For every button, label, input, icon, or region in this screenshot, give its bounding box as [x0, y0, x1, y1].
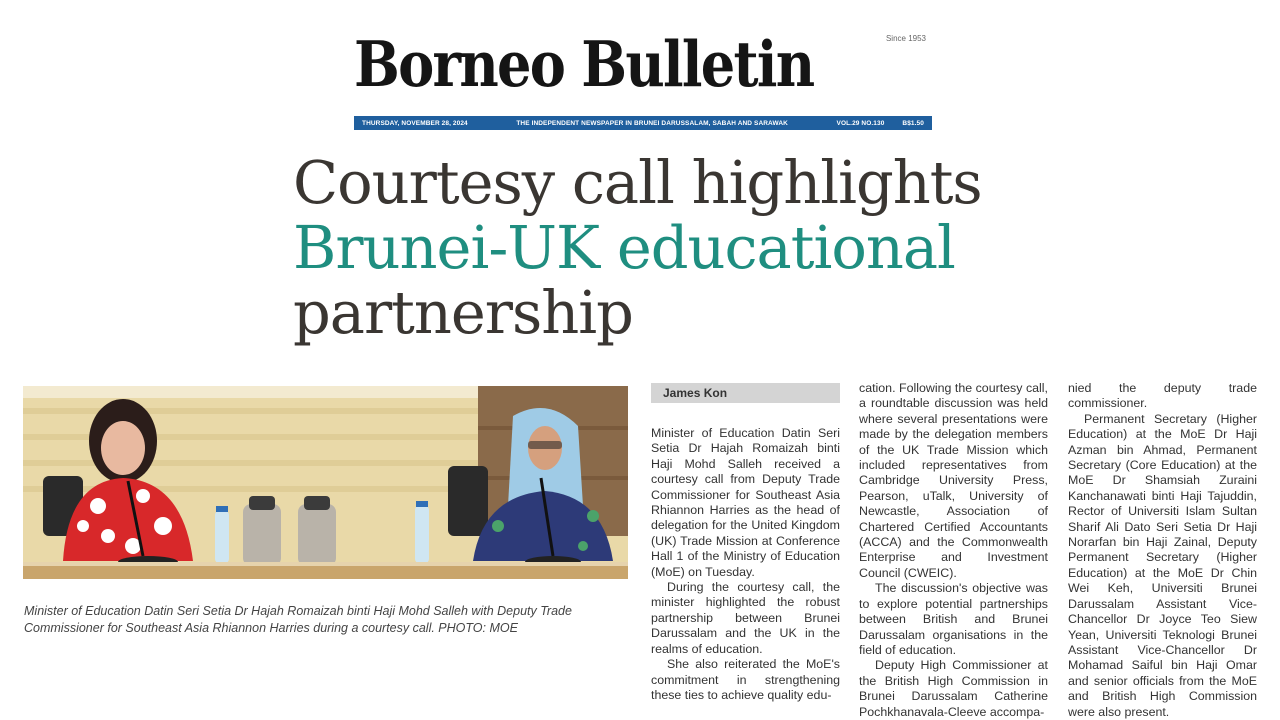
- volume-number: VOL.29 NO.130: [836, 119, 885, 127]
- masthead-strip: [354, 116, 932, 130]
- masthead: [354, 22, 932, 127]
- since-label: Since 1953: [885, 34, 926, 43]
- article-photo: [23, 386, 628, 579]
- headline-line-1: Courtesy call highlights: [293, 148, 982, 217]
- paragraph: She also reiterated the MoE's commitment in strengthening these ties to achieve quality edu-: [651, 657, 840, 702]
- article-column-3: [1068, 381, 1257, 720]
- newspaper-logo: Borneo Bulletin: [354, 27, 814, 101]
- paragraph: Permanent Secretary (Higher Education) at the MoE Dr Haji Azman bin Ahmad, Permanent Secretary (Core Education) at the MoE Dr Shamsiah Zuraini Kanchanawati binti Haji Tajuddin, Rector of Universiti Islam Sultan Sharif Ali Dato Seri Setia Dr Haji Norarfan bin Haji Zainal, Deputy Permanent Secretary (Higher Education) at the MoE Dr Chin Wei Keh, Universiti Brunei Darussalam Assistant Vice-Chancellor Dr Joyce Teo Siew Yean, Universiti Teknologi Brunei Assistant Vice-Chancellor Dr Mohamad Saiful bin Haji Omar and senior officials from the MoE and British High Commission were also present.: [1068, 411, 1257, 719]
- tagline: THE INDEPENDENT NEWSPAPER IN BRUNEI DARUSSALAM, SABAH AND SARAWAK: [516, 119, 788, 127]
- paragraph: During the courtesy call, the minister highlighted the robust partnership between Brunei Darussalam and the UK in the realms of education.: [651, 580, 840, 656]
- paragraph: Minister of Education Datin Seri Setia Dr Hajah Romaizah binti Haji Mohd Salleh received a courtesy call from Deputy Trade Commissioner for Southeast Asia Rhiannon Harries as the head of delegation for the United Kingdom (UK) Trade Mission at Conference Hall 1 of the Ministry of Education (MoE) on Tuesday.: [651, 426, 840, 579]
- paragraph: The discussion's objective was to explore potential partnerships between British and Brunei Darussalam organisations in the field of education.: [859, 581, 1048, 657]
- price: B$1.50: [902, 119, 924, 127]
- byline: James Kon: [651, 383, 840, 403]
- headline-line-3: partnership: [293, 278, 633, 347]
- headline-line-2: Brunei-UK educational: [293, 213, 955, 282]
- issue-date: THURSDAY, NOVEMBER 28, 2024: [362, 119, 468, 127]
- paragraph: Deputy High Commissioner at the British High Commission in Brunei Darussalam Catherine Pochkhanavala-Cleeve accompa-: [859, 658, 1048, 719]
- photo-caption: Minister of Education Datin Seri Setia Dr Hajah Romaizah binti Haji Mohd Salleh with Deputy Trade Commissioner for Southeast Asia Rhiannon Harries during a courtesy call. PHOTO: MOE: [24, 604, 572, 635]
- article-column-2: [859, 381, 1048, 720]
- paragraph: cation. Following the courtesy call, a roundtable discussion was held where several presentations were made by the delegation members of the UK Trade Mission which included representatives from Cambridge University Press, Pearson, uTalk, University of Newcastle, Association of Chartered Certified Accountants (ACCA) and the Commonwealth Enterprise and Investment Council (CWEIC).: [859, 381, 1048, 580]
- headline: [293, 150, 1053, 345]
- paragraph: nied the deputy trade commissioner.: [1068, 381, 1257, 411]
- article-column-1: [651, 426, 840, 703]
